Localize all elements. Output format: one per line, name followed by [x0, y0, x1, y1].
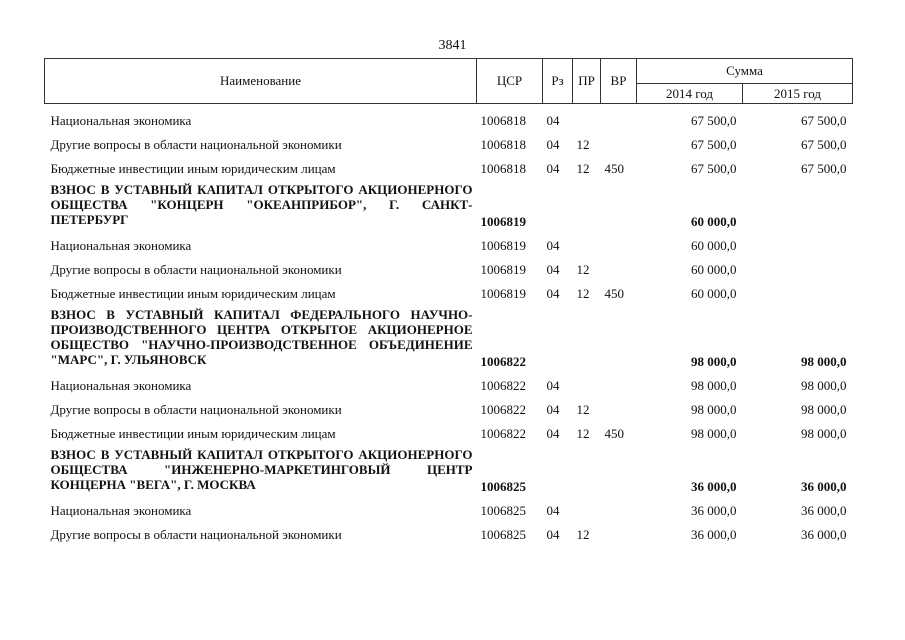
cell-rz: 04 — [546, 503, 560, 518]
cell-pr: 12 — [576, 527, 590, 542]
cell-vr: 450 — [604, 286, 624, 301]
cell-sum-2015 — [743, 176, 853, 229]
cell-sum-2014: 67 500,0 — [691, 161, 737, 176]
cell-pr — [573, 494, 601, 518]
table-row — [45, 253, 853, 277]
cell-pr: 12 — [576, 161, 590, 176]
cell-sum-2015: 36 000,0 — [801, 479, 847, 494]
cell-vr: 450 — [604, 426, 624, 441]
cell-sum-2015: 36 000,0 — [801, 503, 847, 518]
cell-csr: 1006822 — [480, 402, 526, 417]
cell-sum-2014: 36 000,0 — [691, 527, 737, 542]
cell-sum-2015 — [743, 229, 853, 253]
cell-name: ВЗНОС В УСТАВНЫЙ КАПИТАЛ ОТКРЫТОГО АКЦИОНЕРНОГО ОБЩЕСТВА "ИНЖЕНЕРНО-МАРКЕТИНГОВЫЙ ЦЕНТР КОНЦЕРНА "ВЕГА", Г. МОСКВА — [50, 447, 473, 492]
cell-sum-2015: 98 000,0 — [801, 426, 847, 441]
cell-sum-2015 — [743, 277, 853, 301]
cell-vr — [601, 301, 637, 369]
cell-sum-2015: 67 500,0 — [801, 113, 847, 128]
table-row — [45, 494, 853, 518]
cell-rz — [543, 441, 573, 494]
cell-sum-2015: 98 000,0 — [801, 378, 847, 393]
cell-name: ВЗНОС В УСТАВНЫЙ КАПИТАЛ ФЕДЕРАЛЬНОГО НАУЧНО-ПРОИЗВОДСТВЕННОГО ЦЕНТРА ОТКРЫТОЕ АКЦИОНЕРНОЕ ОБЩЕСТВО "НАУЧНО-ПРОИЗВОДСТВЕННОЕ ОБЪЕДИНЕНИЕ "МАРС", Г. УЛЬЯНОВСК — [50, 307, 473, 367]
cell-sum-2015: 98 000,0 — [801, 354, 847, 369]
cell-sum-2014: 60 000,0 — [691, 262, 737, 277]
cell-name: ВЗНОС В УСТАВНЫЙ КАПИТАЛ ОТКРЫТОГО АКЦИОНЕРНОГО ОБЩЕСТВА "КОНЦЕРН "ОКЕАНПРИБОР", Г. САНКТ-ПЕТЕРБУРГ — [50, 182, 473, 227]
table-row — [45, 104, 853, 129]
cell-pr — [573, 369, 601, 393]
table-row — [45, 518, 853, 542]
cell-rz: 04 — [546, 238, 560, 253]
header-pr: ПР — [573, 59, 601, 104]
cell-sum-2015 — [743, 253, 853, 277]
cell-pr — [573, 176, 601, 229]
cell-rz — [543, 176, 573, 229]
cell-sum-2015: 98 000,0 — [801, 402, 847, 417]
cell-csr: 1006825 — [480, 479, 526, 494]
cell-sum-2014: 67 500,0 — [691, 113, 737, 128]
cell-vr — [601, 441, 637, 494]
cell-sum-2014: 98 000,0 — [691, 354, 737, 369]
cell-pr — [573, 104, 601, 129]
cell-rz: 04 — [546, 527, 560, 542]
cell-sum-2014: 60 000,0 — [691, 238, 737, 253]
cell-sum-2014: 98 000,0 — [691, 378, 737, 393]
table-row — [45, 417, 853, 441]
table-row — [45, 128, 853, 152]
cell-csr: 1006822 — [480, 354, 526, 369]
cell-rz: 04 — [546, 161, 560, 176]
cell-name: Национальная экономика — [50, 238, 192, 253]
cell-sum-2014: 60 000,0 — [691, 286, 737, 301]
cell-rz: 04 — [546, 137, 560, 152]
cell-csr: 1006819 — [480, 286, 526, 301]
cell-csr: 1006818 — [480, 137, 526, 152]
header-year-2015: 2015 год — [743, 84, 853, 104]
header-sum: Сумма — [637, 59, 853, 84]
table-body — [45, 104, 853, 543]
cell-pr — [573, 441, 601, 494]
cell-rz: 04 — [546, 402, 560, 417]
cell-csr: 1006822 — [480, 378, 526, 393]
cell-pr — [573, 301, 601, 369]
header-name: Наименование — [45, 59, 477, 104]
cell-vr — [601, 393, 637, 417]
cell-name: Бюджетные инвестиции иным юридическим лицам — [50, 286, 336, 301]
cell-rz: 04 — [546, 286, 560, 301]
header-rz: Рз — [543, 59, 573, 104]
cell-sum-2014: 98 000,0 — [691, 426, 737, 441]
cell-rz: 04 — [546, 113, 560, 128]
cell-rz: 04 — [546, 378, 560, 393]
cell-pr: 12 — [576, 426, 590, 441]
cell-csr: 1006818 — [480, 113, 526, 128]
cell-sum-2015: 36 000,0 — [801, 527, 847, 542]
cell-name: Национальная экономика — [50, 113, 192, 128]
cell-vr — [601, 253, 637, 277]
budget-table — [44, 58, 853, 542]
cell-csr: 1006822 — [480, 426, 526, 441]
cell-rz: 04 — [546, 262, 560, 277]
cell-pr — [573, 229, 601, 253]
cell-sum-2014: 98 000,0 — [691, 402, 737, 417]
table-row-heading — [45, 176, 853, 229]
cell-pr: 12 — [576, 262, 590, 277]
cell-sum-2015: 67 500,0 — [801, 137, 847, 152]
header-csr: ЦСР — [477, 59, 543, 104]
header-year-2014: 2014 год — [637, 84, 743, 104]
cell-csr: 1006819 — [480, 214, 526, 229]
cell-name: Другие вопросы в области национальной экономики — [50, 527, 342, 542]
cell-pr: 12 — [576, 402, 590, 417]
cell-rz — [543, 301, 573, 369]
cell-name: Бюджетные инвестиции иным юридическим лицам — [50, 426, 336, 441]
cell-csr: 1006825 — [480, 503, 526, 518]
cell-vr — [601, 229, 637, 253]
cell-name: Другие вопросы в области национальной экономики — [50, 137, 342, 152]
table-row-heading — [45, 301, 853, 369]
table-row — [45, 393, 853, 417]
cell-vr: 450 — [604, 161, 624, 176]
table-row-heading — [45, 441, 853, 494]
cell-sum-2014: 36 000,0 — [691, 479, 737, 494]
cell-csr: 1006819 — [480, 262, 526, 277]
cell-name: Бюджетные инвестиции иным юридическим лицам — [50, 161, 336, 176]
cell-csr: 1006825 — [480, 527, 526, 542]
table-row — [45, 277, 853, 301]
cell-csr: 1006818 — [480, 161, 526, 176]
header-vr: ВР — [601, 59, 637, 104]
cell-vr — [601, 494, 637, 518]
table-header — [45, 59, 853, 104]
cell-vr — [601, 128, 637, 152]
table-row — [45, 152, 853, 176]
cell-sum-2014: 60 000,0 — [691, 214, 737, 229]
cell-name: Другие вопросы в области национальной экономики — [50, 262, 342, 277]
cell-sum-2015: 67 500,0 — [801, 161, 847, 176]
table-row — [45, 369, 853, 393]
cell-name: Национальная экономика — [50, 378, 192, 393]
cell-vr — [601, 104, 637, 129]
cell-sum-2014: 36 000,0 — [691, 503, 737, 518]
cell-rz: 04 — [546, 426, 560, 441]
table-row — [45, 229, 853, 253]
cell-pr: 12 — [576, 286, 590, 301]
cell-name: Другие вопросы в области национальной экономики — [50, 402, 342, 417]
page-number: 3841 — [438, 38, 467, 53]
cell-vr — [601, 176, 637, 229]
cell-vr — [601, 518, 637, 542]
cell-name: Национальная экономика — [50, 503, 192, 518]
cell-csr: 1006819 — [480, 238, 526, 253]
cell-vr — [601, 369, 637, 393]
cell-sum-2014: 67 500,0 — [691, 137, 737, 152]
cell-pr: 12 — [576, 137, 590, 152]
